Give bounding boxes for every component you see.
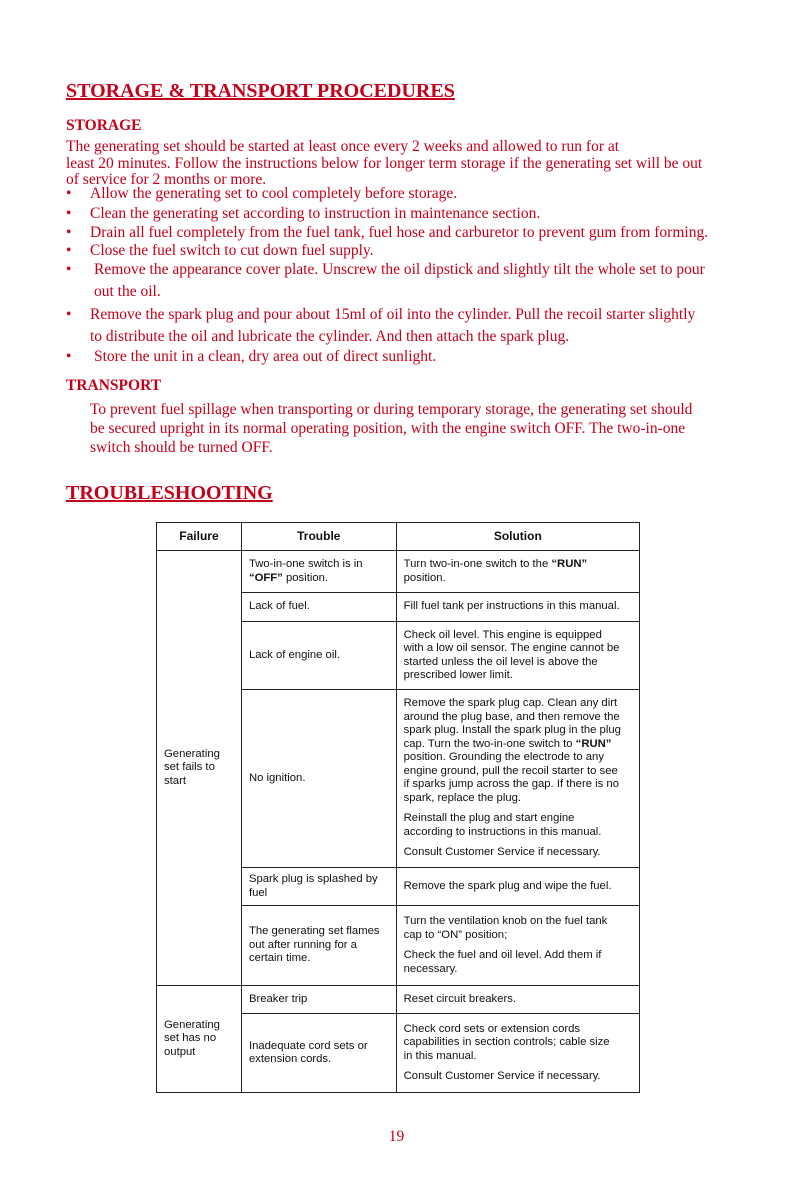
storage-bullet-text: Drain all fuel completely from the fuel tank, fuel hose and carburetor to prevent gum from forming. xyxy=(90,224,709,241)
solution-cell xyxy=(396,868,639,906)
cell-text: extension cords. xyxy=(248,1053,332,1065)
storage-bullet-text: Clean the generating set according to instruction in maintenance section. xyxy=(90,205,541,222)
bullet-marker: • xyxy=(66,348,72,365)
cell-text: Inadequate cord sets or xyxy=(248,1039,368,1052)
storage-bullet-text: out the oil. xyxy=(94,283,161,300)
emphasized-text: “RUN” xyxy=(575,737,612,750)
cell-text: engine ground, pull the recoil starter to see xyxy=(403,764,618,777)
trouble-cell xyxy=(241,551,396,593)
cell-text: if sparks jump across the gap. If there is no xyxy=(403,778,619,791)
cell-text: Turn the ventilation knob on the fuel tank xyxy=(403,915,608,927)
table-header-row xyxy=(157,523,640,551)
cell-text: No ignition. xyxy=(248,771,306,784)
cell-text: Spark plug is splashed by xyxy=(248,873,378,885)
cell-text: Check cord sets or extension cords xyxy=(403,1022,581,1035)
cell-text: Check the fuel and oil level. Add them if xyxy=(403,949,602,961)
cell-text: Consult Customer Service if necessary. xyxy=(403,1070,601,1082)
cell-text: out after running for a xyxy=(248,938,357,951)
transport-line: To prevent fuel spillage when transporting or during temporary storage, the generating set should xyxy=(90,401,693,418)
storage-heading: STORAGE xyxy=(66,117,142,134)
cell-text: necessary. xyxy=(403,962,458,975)
emphasized-text: “OFF” xyxy=(248,571,283,584)
solution-cell xyxy=(396,622,639,690)
transport-paragraph xyxy=(90,400,710,457)
transport-line: be secured upright in its normal operating position, with the engine switch OFF. The two-in-one xyxy=(90,420,686,437)
solution-paragraph xyxy=(404,600,632,614)
table-row xyxy=(157,986,640,1014)
solution-cell xyxy=(396,690,639,868)
storage-bullet-text: Store the unit in a clean, dry area out of direct sunlight. xyxy=(94,348,437,365)
cell-text: Breaker trip xyxy=(248,992,308,1005)
cell-text: Lack of fuel. xyxy=(248,600,310,613)
trouble-cell xyxy=(241,868,396,906)
failure-text: output xyxy=(164,1045,196,1058)
cell-text: position. xyxy=(282,571,329,584)
failure-cell xyxy=(157,986,242,1093)
cell-text: spark plug. Install the spark plug in the plug xyxy=(403,724,621,737)
cell-text: in this manual. xyxy=(403,1049,477,1062)
cell-text: capabilities in section controls; cable size xyxy=(403,1036,610,1048)
trouble-cell xyxy=(241,622,396,690)
bullet-marker: • xyxy=(66,242,72,259)
cell-text: Reset circuit breakers. xyxy=(403,992,517,1005)
cell-text: certain time. xyxy=(248,952,311,965)
troubleshooting-heading: TROUBLESHOOTING xyxy=(66,482,273,504)
cell-text: position. xyxy=(403,571,446,584)
table-row xyxy=(157,551,640,593)
column-header-solution: Solution xyxy=(396,523,639,551)
storage-bullet-text: to distribute the oil and lubricate the cylinder. And then attach the spark plug. xyxy=(90,328,570,345)
solution-paragraph xyxy=(404,812,632,839)
cell-text: prescribed lower limit. xyxy=(403,669,513,681)
troubleshooting-table xyxy=(156,522,640,1093)
transport-line: switch should be turned OFF. xyxy=(90,439,273,456)
failure-text: Generating xyxy=(164,1018,220,1031)
bullet-marker: • xyxy=(66,261,72,278)
page-number: 19 xyxy=(388,1128,405,1145)
trouble-cell xyxy=(241,593,396,622)
solution-cell xyxy=(396,551,639,593)
solution-cell xyxy=(396,906,639,986)
trouble-cell xyxy=(241,986,396,1014)
cell-text: Fill fuel tank per instructions in this manual. xyxy=(403,600,620,613)
cell-text: according to instructions in this manual. xyxy=(403,825,602,838)
trouble-cell xyxy=(241,906,396,986)
bullet-marker: • xyxy=(66,185,72,202)
solution-paragraph xyxy=(404,915,632,942)
storage-intro-line: of service for 2 months or more. xyxy=(66,171,267,188)
cell-text: Remove the spark plug cap. Clean any dirt xyxy=(403,697,618,710)
solution-paragraph xyxy=(404,846,632,860)
storage-bullet-text: Remove the spark plug and pour about 15ml of oil into the cylinder. Pull the recoil starter slightly xyxy=(90,306,696,323)
storage-intro-line: The generating set should be started at least once every 2 weeks and allowed to run for at xyxy=(66,138,620,155)
failure-text: Generating xyxy=(164,747,220,760)
cell-text: position. Grounding the electrode to any xyxy=(403,751,604,764)
cell-text: cap. Turn the two-in-one switch to xyxy=(403,737,576,750)
solution-paragraph xyxy=(404,1070,632,1084)
solution-cell xyxy=(396,986,639,1014)
cell-text: fuel xyxy=(248,886,268,899)
cell-text: Two-in-one switch is in xyxy=(248,558,363,570)
failure-text: start xyxy=(164,774,186,787)
cell-text: Reinstall the plug and start engine xyxy=(403,812,575,825)
cell-text: Check oil level. This engine is equipped xyxy=(403,628,602,641)
cell-text: Consult Customer Service if necessary. xyxy=(403,846,601,859)
cell-text: around the plug base, and then remove the xyxy=(403,710,620,723)
cell-text: cap to “ON” position; xyxy=(403,928,508,941)
cell-text: Lack of engine oil. xyxy=(248,648,341,661)
bullet-marker: • xyxy=(66,224,72,241)
solution-paragraph xyxy=(404,1023,632,1064)
column-header-trouble: Trouble xyxy=(241,523,396,551)
bullet-marker: • xyxy=(66,205,72,222)
trouble-cell xyxy=(241,690,396,868)
solution-cell xyxy=(396,593,639,622)
solution-cell xyxy=(396,1014,639,1093)
solution-paragraph xyxy=(404,949,632,976)
storage-bullet-text: Remove the appearance cover plate. Unscrew the oil dipstick and slightly tilt the whole set to pour xyxy=(94,261,705,278)
storage-bullet-text: Allow the generating set to cool completely before storage. xyxy=(90,185,458,202)
storage-bullet-text: Close the fuel switch to cut down fuel supply. xyxy=(90,242,374,259)
failure-cell xyxy=(157,551,242,986)
cell-text: with a low oil sensor. The engine cannot be xyxy=(403,642,620,654)
cell-text: Remove the spark plug and wipe the fuel. xyxy=(403,879,612,892)
column-header-failure: Failure xyxy=(157,523,242,551)
solution-paragraph xyxy=(404,558,632,585)
emphasized-text: “RUN” xyxy=(551,558,588,570)
trouble-cell xyxy=(241,1014,396,1093)
page-title: STORAGE & TRANSPORT PROCEDURES xyxy=(66,80,455,102)
solution-paragraph xyxy=(404,629,632,683)
bullet-marker: • xyxy=(66,306,72,323)
storage-intro-line: least 20 minutes. Follow the instructions below for longer term storage if the generating set will be out xyxy=(66,154,703,172)
solution-paragraph xyxy=(404,697,632,805)
storage-intro xyxy=(66,139,726,189)
failure-text: set fails to xyxy=(164,761,215,774)
solution-paragraph xyxy=(404,880,632,894)
failure-text: set has no xyxy=(164,1032,217,1045)
solution-paragraph xyxy=(404,993,632,1007)
cell-text: started unless the oil level is above the xyxy=(403,655,598,668)
cell-text: spark, replace the plug. xyxy=(403,791,522,804)
cell-text: Turn two-in-one switch to the xyxy=(403,558,552,570)
transport-heading: TRANSPORT xyxy=(66,377,162,394)
cell-text: The generating set flames xyxy=(248,925,380,938)
